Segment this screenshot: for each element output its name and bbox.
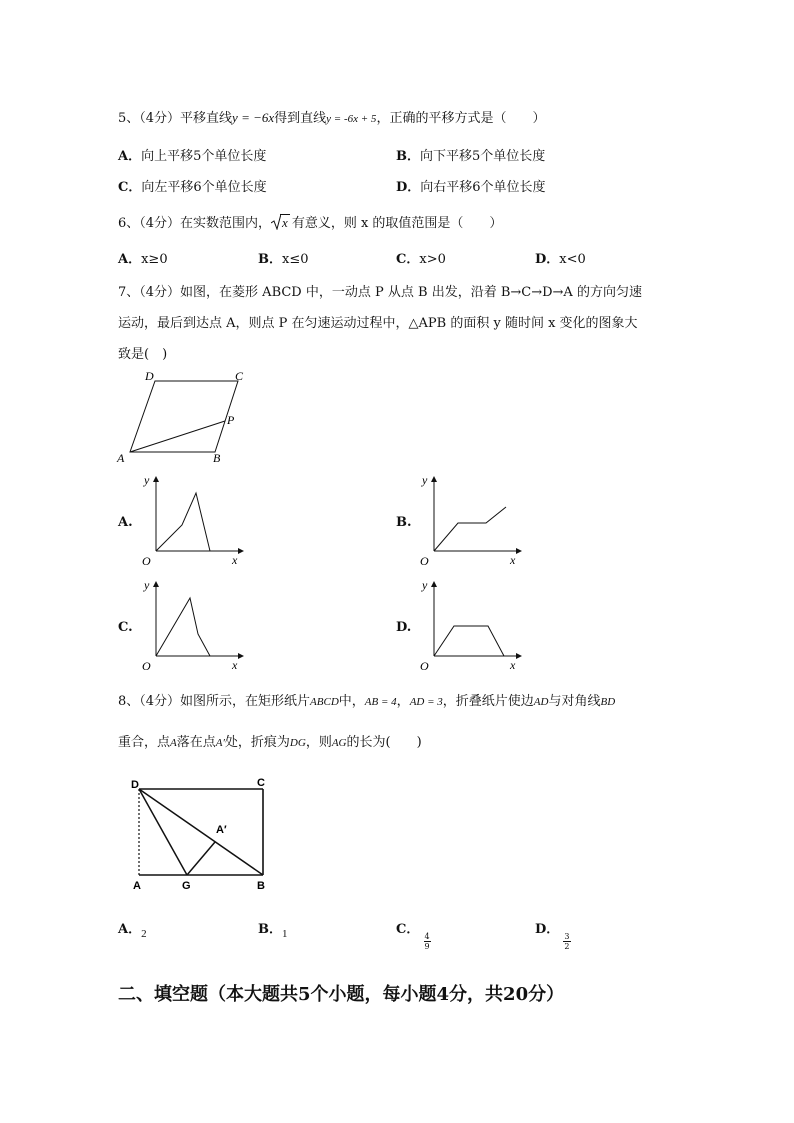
- option-text: 向右平移6个单位长度: [420, 180, 546, 195]
- option-label: C．: [396, 252, 420, 267]
- q8-math-bd: BD: [600, 696, 616, 708]
- option-label: B．: [396, 149, 420, 164]
- q7-graph-a[interactable]: [138, 470, 248, 568]
- q6-text-prefix: 6、（4分）在实数范围内，: [118, 216, 272, 231]
- q6-option-a[interactable]: [118, 248, 168, 267]
- q5-text-suffix: ，正确的平移方式是（ ）: [376, 111, 546, 126]
- q7-stem-line1: 7、（4分）如图，在菱形 ABCD 中，一动点 P 从点 B 出发，沿着 B→C→D→A 的方向匀速: [118, 285, 642, 300]
- point-a-prime-label: A′: [216, 824, 227, 836]
- option-label: A．: [118, 149, 142, 164]
- option-text: 向左平移6个单位长度: [141, 180, 267, 195]
- q5-text-mid: 得到直线: [274, 111, 327, 126]
- q8-text: ，折叠纸片使边: [442, 694, 534, 709]
- q8-math-abcd: ABCD: [310, 696, 339, 708]
- vertex-d-label: D: [145, 369, 154, 383]
- y-axis-arrow-icon: [431, 581, 437, 587]
- origin-label: O: [142, 554, 151, 568]
- crease-dg: [139, 789, 187, 875]
- point-p-label: P: [227, 413, 235, 427]
- fraction-denominator: 2: [564, 942, 570, 951]
- fraction-numerator: 4: [424, 932, 430, 941]
- q7-stem-line2: 运动，最后到达点 A，则点 P 在匀速运动过程中，△APB 的面积 y 随时间 x 变化的图象大: [118, 316, 638, 331]
- option-value: 2: [141, 928, 147, 940]
- q8-text: ，则: [305, 735, 332, 750]
- q5-stem: [118, 107, 545, 126]
- q8-stem-line1: [118, 690, 615, 709]
- x-label: x: [232, 658, 238, 672]
- y-axis-arrow-icon: [431, 476, 437, 482]
- y-label: y: [144, 473, 150, 487]
- q7-rhombus-figure: [115, 368, 255, 468]
- q8-math-dg: DG: [289, 737, 306, 749]
- q7-option-c-label[interactable]: C.: [118, 620, 133, 635]
- x-label: x: [510, 658, 516, 672]
- fraction: [424, 932, 431, 951]
- x-label: x: [232, 553, 238, 567]
- fraction-numerator: 3: [564, 932, 570, 941]
- q8-math-ab: AB = 4: [364, 696, 397, 708]
- y-label: y: [422, 473, 428, 487]
- q8-text: 与对角线: [548, 694, 601, 709]
- x-axis-arrow-icon: [238, 653, 244, 659]
- q8-text: 中，: [338, 694, 365, 709]
- option-label: B．: [258, 252, 282, 267]
- vertex-c-label: C: [257, 777, 265, 789]
- option-text: x≤0: [282, 252, 309, 267]
- q8-math-aprime: A′: [215, 737, 225, 749]
- q8-option-c[interactable]: [396, 918, 431, 951]
- q8-text: 的长为( ): [346, 735, 422, 750]
- vertex-b-label: B: [213, 451, 221, 465]
- sqrt-expression: [271, 215, 290, 231]
- q7-stem-line3: 致是( ): [118, 347, 168, 362]
- option-label: D．: [535, 252, 560, 267]
- origin-label: O: [420, 554, 429, 568]
- q7-option-b-label[interactable]: B.: [396, 515, 412, 530]
- q6-text-suffix: 有意义，则 x 的取值范围是（ ）: [291, 216, 503, 231]
- q5-option-d[interactable]: [396, 176, 546, 195]
- graph-curve: [434, 507, 506, 551]
- vertex-a-label: A: [133, 880, 141, 892]
- q8-rectangle-figure: [125, 773, 275, 895]
- q6-stem: [118, 212, 502, 231]
- y-label: y: [422, 578, 428, 592]
- q8-math-ad2: AD: [533, 696, 549, 708]
- option-label: B．: [258, 922, 282, 937]
- q8-text: 落在点: [176, 735, 216, 750]
- q5-option-c[interactable]: [118, 176, 267, 195]
- option-label: C．: [118, 180, 142, 195]
- q7-option-a-label[interactable]: A.: [118, 515, 133, 530]
- q7-graph-b[interactable]: [416, 470, 526, 568]
- option-label: D．: [535, 922, 560, 937]
- sqrt-radicand: x: [282, 215, 288, 230]
- q7-option-d-label[interactable]: D.: [396, 620, 412, 635]
- fraction: [563, 932, 570, 951]
- option-text: x>0: [419, 252, 446, 267]
- option-label: A．: [118, 252, 142, 267]
- q8-stem-line2: [118, 731, 422, 750]
- q8-math-a: A: [170, 737, 177, 749]
- q5-line2-equation: y = -6x + 5: [326, 113, 377, 125]
- point-g-label: G: [182, 880, 191, 892]
- q8-option-b[interactable]: [258, 918, 288, 940]
- q6-option-d[interactable]: [535, 248, 586, 267]
- option-label: A．: [118, 922, 142, 937]
- x-axis-arrow-icon: [238, 548, 244, 554]
- radical-sign-icon: [271, 213, 281, 230]
- graph-curve: [156, 598, 210, 656]
- q6-option-b[interactable]: [258, 248, 309, 267]
- vertex-d-label: D: [131, 779, 139, 791]
- option-text: x≥0: [141, 252, 168, 267]
- q8-option-a[interactable]: [118, 918, 147, 940]
- x-axis-arrow-icon: [516, 653, 522, 659]
- q8-text: 处，折痕为: [224, 735, 290, 750]
- q8-text: 8、（4分）如图所示，在矩形纸片: [118, 694, 311, 709]
- graph-curve: [434, 626, 504, 656]
- q8-text: ，: [396, 694, 410, 709]
- fraction-denominator: 9: [424, 942, 430, 951]
- origin-label: O: [142, 659, 151, 673]
- segment-ga-prime: [187, 842, 215, 875]
- q5-option-b[interactable]: [396, 145, 545, 164]
- q5-text-prefix: 5、（4分）平移直线: [118, 111, 233, 126]
- y-label: y: [144, 578, 150, 592]
- option-text: 向上平移5个单位长度: [141, 149, 267, 164]
- q8-math-ad: AD = 3: [409, 696, 443, 708]
- diagonal-db: [139, 789, 263, 875]
- option-label: D．: [396, 180, 421, 195]
- vertex-b-label: B: [257, 880, 265, 892]
- vertex-c-label: C: [235, 369, 244, 383]
- q5-option-a[interactable]: [118, 145, 266, 164]
- rhombus-abcd: [130, 381, 238, 452]
- q7-graph-c[interactable]: [138, 575, 248, 673]
- q8-text: 重合，点: [118, 735, 171, 750]
- origin-label: O: [420, 659, 429, 673]
- vertex-a-label: A: [117, 451, 125, 465]
- q8-math-ag: AG: [331, 737, 347, 749]
- section-2-title: 二、填空题（本大题共5个小题，每小题4分，共20分）: [118, 984, 565, 1005]
- y-axis-arrow-icon: [153, 476, 159, 482]
- x-axis-arrow-icon: [516, 548, 522, 554]
- x-label: x: [510, 553, 516, 567]
- option-text: 向下平移5个单位长度: [420, 149, 546, 164]
- segment-ap: [130, 421, 225, 452]
- q7-graph-d[interactable]: [416, 575, 526, 673]
- option-label: C．: [396, 922, 420, 937]
- y-axis-arrow-icon: [153, 581, 159, 587]
- option-text: x<0: [559, 252, 586, 267]
- q6-option-c[interactable]: [396, 248, 446, 267]
- graph-curve: [156, 493, 210, 551]
- option-value: 1: [282, 928, 288, 940]
- q5-line1-equation: y = −6x: [232, 110, 275, 125]
- q8-option-d[interactable]: [535, 918, 571, 951]
